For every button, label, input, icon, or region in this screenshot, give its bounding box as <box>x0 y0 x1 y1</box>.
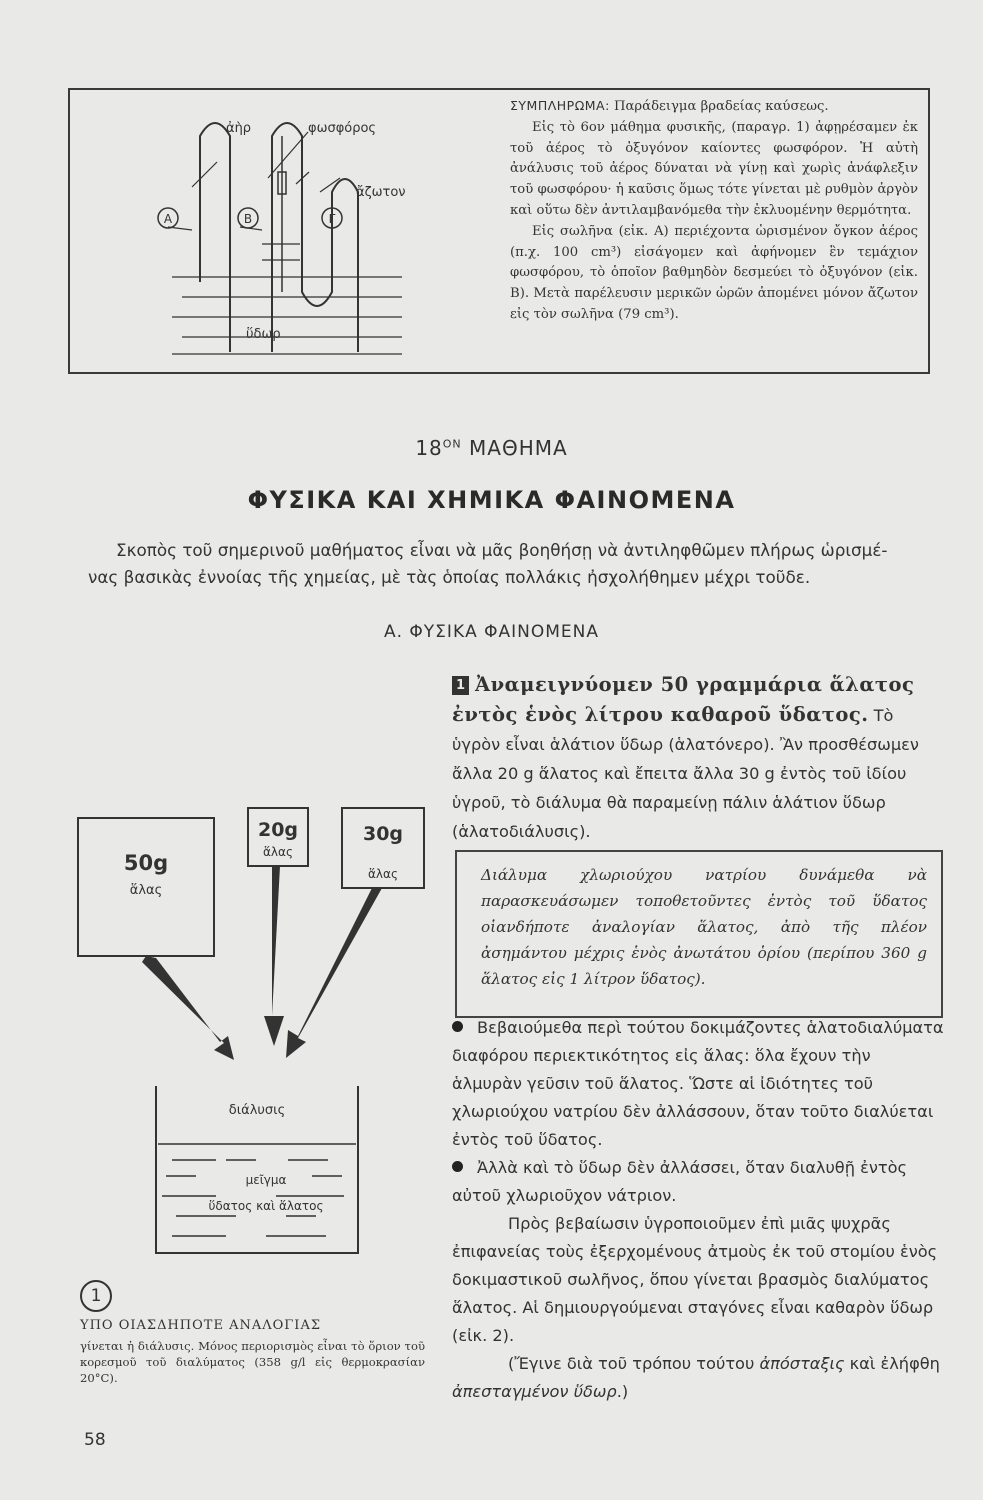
supplement-heading: ΣΥΜΠΛΗΡΩΜΑ: <box>510 98 610 113</box>
purpose-line-1: Σκοπὸς τοῦ σημερινοῦ μαθήματος εἶναι νὰ μᾶς βοηθήσῃ νὰ ἀντιληφθῶμεν πλήρως ὡρισμέ- <box>116 540 888 560</box>
item-number-badge: 1 <box>452 676 469 695</box>
bullet-dot-icon <box>452 1161 463 1172</box>
salt-dissolution-illustration <box>76 798 436 1278</box>
item-1-bold-text: Ἀναμειγνύομεν 50 γραμμάρια ἅλατος ἐντὸς ἑνὸς λίτρου καθαροῦ ὕδατος. <box>452 673 915 726</box>
contents-label: ὕδατος καὶ ἅλατος <box>208 1199 324 1213</box>
bullet-1-text: Βεβαιούμεθα περὶ τούτου δοκιμάζοντες ἁλατοδιαλύματα διαφόρου περιεκτικότητος εἰς ἅλας: ὅλα ἔχουν τὴν ἁλμυρὰν γεῦσιν τοῦ ἅλατος. Ὥστε αἱ ἰδιότητες τοῦ χλωριούχου νατρίου δὲν ἀλλάσσουν, ὅταν τοῦτο διαλύεται ἐντὸς τοῦ ὕδατος. <box>452 1018 944 1149</box>
supplement-box <box>68 88 930 374</box>
bullet-dot-icon <box>452 1021 463 1032</box>
lesson-number-value: 18 <box>415 436 443 460</box>
paragraph-distillation <box>452 1350 944 1406</box>
lesson-word: ΜΑΘΗΜΑ <box>469 436 568 460</box>
tube-c-label: Γ <box>328 212 336 226</box>
tube-b-label: Β <box>243 212 253 226</box>
water-label: ὕδωρ <box>246 327 281 342</box>
salt-30g-label: ἅλας <box>368 867 398 881</box>
air-label: ἀὴρ <box>226 121 252 136</box>
caption-body: γίνεται ἡ διάλυσις. Μόνος περιορισμὸς εἶναι τὸ ὅριον τοῦ κορεσμοῦ τοῦ διαλύματος (358 g/l εἰς θερμοκρασίαν 20°C). <box>80 1339 425 1385</box>
salt-20g-label: ἅλας <box>263 845 293 859</box>
distillation-mid: καὶ ἐλήφθη <box>844 1354 940 1373</box>
supplement-text <box>510 96 918 326</box>
supplement-figure <box>72 92 502 370</box>
bullet-2-text: Ἀλλὰ καὶ τὸ ὕδωρ δὲν ἀλλάσσει, ὅταν διαλυθῇ ἐντὸς αὐτοῦ χλωριοῦχον νάτριον. <box>452 1158 908 1205</box>
salt-50g-label: ἅλας <box>129 883 163 898</box>
chapter-title: ΦΥΣΙΚΑ ΚΑΙ ΧΗΜΙΚΑ ΦΑΙΝΟΜΕΝΑ <box>247 486 736 514</box>
vessel-label: διάλυσις <box>228 1103 286 1118</box>
supplement-heading-rest: Παράδειγμα βραδείας καύσεως. <box>614 99 829 114</box>
purpose-line-2: νας βασικὰς ἐννοίας τῆς χημείας, μὲ τὰς ὁποίας πολλάκις ἠσχολήθημεν μέχρι τοῦδε. <box>88 567 811 587</box>
phosphorus-label: φωσφόρος <box>308 121 377 136</box>
lesson-number <box>0 436 983 460</box>
supplement-paragraph-2: Εἰς σωλῆνα (εἰκ. Α) περιέχοντα ὡρισμένον ὄγκον ἀέρος (π.χ. 100 cm³) εἰσάγομεν καὶ ἀφήνομεν ἓν τεμάχιον φωσφόρου, τὸ ὁποῖον βαθμηδὸν δεσμεύει τὸ ὀξυγόνον (εἰκ. Β). Μετὰ παρέλευσιν μερικῶν ὡρῶν ἀπομένει μόνον ἄζωτον εἰς τὸν σωλῆνα (79 cm³). <box>510 223 918 322</box>
section-heading: Α. ΦΥΣΙΚΑ ΦΑΙΝΟΜΕΝΑ <box>383 622 599 642</box>
note-box: Διάλυμα χλωριούχου νατρίου δυνάμεθα νὰ παρασκευάσωμεν τοποθετοῦντες ἐντὸς τοῦ ὕδατος οἱανδήποτε ἀναλογίαν ἅλατος, ἀπὸ τῆς πλέον ἀσημάντου μέχρις ἑνὸς ἀνωτάτου ὁρίου (περίπου 360 g ἅλατος εἰς 1 λίτρον ὕδατος). <box>455 850 943 1018</box>
nitrogen-label: ἄζωτον <box>356 185 406 200</box>
distillation-pre: (Ἔγινε διὰ τοῦ τρόπου τούτου <box>508 1354 760 1373</box>
figure-number: 1 <box>80 1280 112 1312</box>
lesson-number-suffix: ΟΝ <box>442 437 462 451</box>
paragraph-confirmation: Πρὸς βεβαίωσιν ὑγροποιοῦμεν ἐπὶ μιᾶς ψυχρᾶς ἐπιφανείας τοὺς ἐξερχομένους ἀτμοὺς ἐκ τοῦ στομίου ἑνὸς δοκιμαστικοῦ σωλῆνος, ὅπου γίνεται βρασμὸς διαλύματος ἅλατος. Αἱ δημιουργούμεναι σταγόνες εἶναι καθαρὸν ὕδωρ (εἰκ. 2). <box>452 1214 938 1345</box>
bullet-section <box>452 1014 944 1406</box>
salt-50g-value: 50g <box>123 851 169 875</box>
supplement-paragraph-1: Εἰς τὸ 6ον μάθημα φυσικῆς, (παραγρ. 1) ἀφῃρέσαμεν ἐκ τοῦ ἀέρος τὸ ὀξυγόνον καίοντες φωσφόρον. Ἡ αὐτὴ ἀνάλυσις τοῦ ἀέρος δύναται νὰ γίνῃ καὶ χωρὶς ἀνάφλεξιν τοῦ φωσφόρου· ἡ καῦσις ὅμως τότε γίνεται μὲ ρυθμὸν ἀργὸν καὶ οὕτω δὲν ἀντιλαμβανόμεθα τὴν ἐκλυομένην θερμότητα. <box>510 119 918 218</box>
page-number: 58 <box>84 1430 106 1450</box>
distillation-post: .) <box>616 1382 629 1401</box>
item-1 <box>452 670 944 846</box>
bullet-1 <box>452 1014 944 1154</box>
bullet-2 <box>452 1154 944 1210</box>
salt-30g-value: 30g <box>362 823 404 845</box>
salt-20g-value: 20g <box>257 819 299 841</box>
caption-title: ΥΠΟ ΟΙΑΣΔΗΠΟΤΕ ΑΝΑΛΟΓΙΑΣ <box>80 1318 322 1333</box>
lesson-purpose <box>88 537 940 591</box>
tube-a-label: Α <box>163 212 173 226</box>
item-1-text: Τὸ ὑγρὸν εἶναι ἁλάτιον ὕδωρ (ἁλατόνερο). Ἂν προσθέσωμεν ἄλλα 20 g ἅλατος καὶ ἔπειτα ἄλλα 30 g ἐντὸς τοῦ ἰδίου ὑγροῦ, τὸ διάλυμα θὰ παραμείνῃ πάλιν ἁλάτιον ὕδωρ (ἁλατοδιάλυσις). <box>452 706 919 841</box>
distillation-term: ἀπόσταξις <box>759 1354 845 1373</box>
distilled-water-term: ἀπεσταγμένον ὕδωρ <box>452 1382 617 1401</box>
mixture-label: μεῖγμα <box>245 1173 287 1187</box>
